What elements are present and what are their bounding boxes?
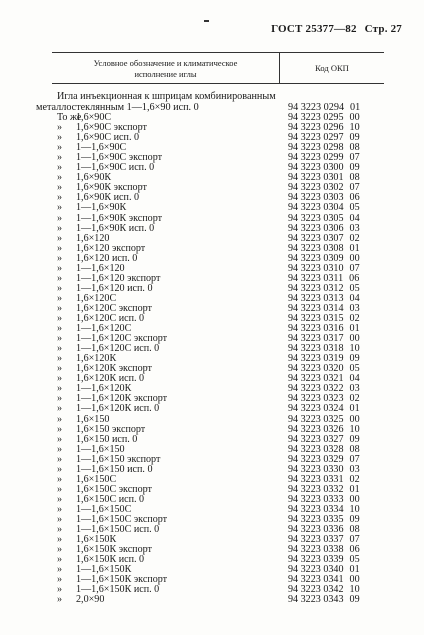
- okp-code-main: 94 3223 0327: [288, 433, 344, 445]
- okp-code-main: 94 3223 0309: [288, 252, 344, 264]
- needle-designation: 1—1,6×150К экспорт: [76, 574, 168, 586]
- table-row: [0, 324, 424, 334]
- okp-code-main: 94 3223 0316: [288, 323, 344, 335]
- needle-designation: 1,6×90С исп. 0: [76, 132, 140, 144]
- table-row: [0, 555, 424, 565]
- needle-designation: 1,6×90К исп. 0: [76, 192, 140, 204]
- table-row: [0, 495, 424, 505]
- ditto-mark: »: [57, 373, 63, 385]
- table-row: [0, 193, 424, 203]
- okp-code-check: 00: [349, 574, 360, 586]
- okp-code-check: 10: [349, 423, 360, 435]
- okp-code-main: 94 3223 0325: [288, 413, 344, 425]
- okp-code-main: 94 3223 0321: [288, 373, 344, 385]
- okp-code-main: 94 3223 0310: [288, 262, 344, 274]
- table-row: [0, 173, 424, 183]
- ditto-mark: »: [57, 302, 63, 314]
- okp-code-check: 09: [349, 433, 360, 445]
- okp-code-main: 94 3223 0328: [288, 443, 344, 455]
- table-row: [0, 203, 424, 213]
- needle-designation: 1,6×120: [76, 232, 110, 244]
- okp-code-main: 94 3223 0315: [288, 313, 344, 324]
- okp-code-main: 94 3223 0334: [288, 503, 344, 515]
- needle-designation: 1—1,6×90С исп. 0: [76, 162, 155, 174]
- okp-code-column-header: Код ОКП: [315, 63, 349, 73]
- okp-code-check: 07: [349, 262, 360, 274]
- needle-designation: 1,6×150С: [76, 473, 117, 485]
- needle-designation: 1,6×120К: [76, 353, 117, 365]
- table-row: [0, 364, 424, 374]
- ditto-mark: »: [57, 182, 63, 194]
- designation-column-header: Условное обозначение и климатическое исполнение иглы: [93, 58, 238, 79]
- table-row: [0, 244, 424, 254]
- ditto-mark: »: [57, 232, 63, 244]
- ditto-mark: »: [57, 122, 63, 134]
- okp-code-check: 07: [349, 182, 360, 194]
- okp-code-check: 09: [349, 132, 360, 144]
- okp-code-main: 94 3223 0340: [288, 564, 344, 576]
- table-row: [0, 374, 424, 384]
- table-row: [0, 344, 424, 354]
- table-row: [0, 565, 424, 575]
- needle-designation: 1—1,6×90К: [76, 202, 127, 214]
- okp-code: [288, 595, 360, 605]
- ditto-mark: »: [57, 242, 63, 254]
- okp-code-main: 94 3223 0335: [288, 514, 344, 525]
- ditto-mark: »: [57, 202, 63, 214]
- needle-designation: 1,6×150К исп. 0: [76, 554, 145, 566]
- okp-code-check: 00: [349, 413, 360, 425]
- page-number: Стр. 27: [364, 23, 402, 35]
- table-row: [0, 425, 424, 435]
- okp-code-check: 02: [349, 473, 360, 485]
- ditto-mark: »: [57, 292, 63, 304]
- needle-designation: 1—1,6×120 экспорт: [76, 272, 161, 284]
- okp-code-main: 94 3223 0314: [288, 302, 344, 314]
- standard-number: ГОСТ 25377—82: [271, 23, 357, 35]
- ditto-mark: »: [57, 524, 63, 536]
- needle-designation: 1—1,6×150С: [76, 503, 132, 515]
- needle-designation: 1—1,6×120С экспорт: [76, 333, 168, 345]
- okp-code-check: 03: [349, 383, 360, 395]
- okp-code-main: 94 3223 0300: [288, 162, 344, 174]
- okp-code-check: 00: [349, 333, 360, 345]
- needle-designation: 1—1,6×150К исп. 0: [76, 584, 160, 596]
- table-row: [0, 435, 424, 445]
- okp-code-check: 08: [349, 172, 360, 184]
- okp-code-check: 09: [349, 162, 360, 174]
- scan-mark: [204, 20, 209, 22]
- needle-designation: 1,6×120К исп. 0: [76, 373, 145, 385]
- table-row: [0, 284, 424, 294]
- okp-code-main: 94 3223 0312: [288, 282, 344, 294]
- table-row: [0, 384, 424, 394]
- okp-code-check: 09: [349, 594, 360, 606]
- needle-designation: 1—1,6×120К: [76, 383, 132, 395]
- needle-designation: 1,6×90К: [76, 172, 112, 184]
- table-row: [0, 304, 424, 314]
- ditto-mark: »: [57, 272, 63, 284]
- okp-code-main: 94 3223 0320: [288, 363, 344, 375]
- okp-code-check: 10: [349, 584, 360, 596]
- okp-code-check: 10: [349, 503, 360, 515]
- needle-designation: 1—1,6×150 экспорт: [76, 453, 161, 465]
- ditto-mark: »: [57, 132, 63, 144]
- okp-code-check: 01: [349, 403, 360, 415]
- needle-designation: 1,6×150С исп. 0: [76, 493, 145, 505]
- ditto-mark: »: [57, 353, 63, 365]
- okp-code-main: 94 3223 0330: [288, 463, 344, 475]
- okp-code-check: 00: [349, 112, 360, 123]
- table-row: [0, 214, 424, 224]
- table-row: [0, 123, 424, 133]
- needle-designation: 1—1,6×90К исп. 0: [76, 222, 155, 234]
- table-row: [0, 515, 424, 525]
- table-row: [0, 334, 424, 344]
- intro-code: 94 3223 0294 01: [288, 101, 361, 113]
- ditto-mark: »: [57, 463, 63, 475]
- table-row: [0, 314, 424, 324]
- okp-code-main: 94 3223 0337: [288, 534, 344, 546]
- table-row: [0, 264, 424, 274]
- needle-designation: 1—1,6×120: [76, 262, 125, 274]
- okp-code-check: 08: [349, 443, 360, 455]
- okp-code-check: 10: [349, 343, 360, 355]
- okp-code-main: 94 3223 0319: [288, 353, 344, 365]
- needle-designation: 1,6×150К экспорт: [76, 544, 152, 556]
- okp-code-main: 94 3223 0305: [288, 212, 344, 224]
- table-row: [0, 294, 424, 304]
- okp-code-check: 09: [349, 353, 360, 365]
- intro-line-2: металлостеклянным 1—1,6×90 исп. 0: [36, 101, 199, 113]
- okp-code-check: 00: [349, 252, 360, 264]
- okp-code-main: 94 3223 0298: [288, 142, 344, 154]
- okp-code-check: 07: [349, 152, 360, 164]
- okp-code-main: 94 3223 0323: [288, 393, 344, 405]
- table-row: [0, 113, 424, 123]
- table-row: [0, 143, 424, 153]
- ditto-mark: »: [57, 534, 63, 546]
- intro-line-1: Игла инъекционная к шприцам комбинированным: [57, 91, 276, 102]
- needle-designation: 1,6×150С экспорт: [76, 483, 152, 495]
- okp-code-main: 94 3223 0297: [288, 132, 344, 144]
- okp-code-main: 94 3223 0299: [288, 152, 344, 164]
- ditto-mark: »: [57, 413, 63, 425]
- okp-code-check: 06: [349, 544, 360, 556]
- ditto-mark: »: [57, 503, 63, 515]
- okp-code-check: 05: [349, 554, 360, 566]
- okp-code-main: 94 3223 0296: [288, 122, 344, 134]
- needle-designation: 1—1,6×120К экспорт: [76, 393, 168, 405]
- needle-designation: 1—1,6×150 исп. 0: [76, 463, 153, 475]
- okp-code-check: 01: [349, 483, 360, 495]
- needle-designation: 1—1,6×120К исп. 0: [76, 403, 160, 415]
- okp-code-main: 94 3223 0307: [288, 232, 344, 244]
- ditto-mark: »: [57, 544, 63, 556]
- okp-code-main: 94 3223 0338: [288, 544, 344, 556]
- okp-code-check: 01: [349, 242, 360, 254]
- needle-designation: 1,6×90С: [76, 112, 112, 123]
- page-header: [271, 23, 402, 35]
- intro-entry: [36, 91, 387, 113]
- needle-designation: 1—1,6×90С экспорт: [76, 152, 163, 164]
- okp-code-main: 94 3223 0304: [288, 202, 344, 214]
- table-row: [0, 595, 424, 605]
- ditto-mark: »: [57, 282, 63, 294]
- okp-code-main: 94 3223 0332: [288, 483, 344, 495]
- okp-code-main: 94 3223 0331: [288, 473, 344, 485]
- okp-code-check: 00: [349, 493, 360, 505]
- ditto-mark: »: [57, 393, 63, 405]
- ditto-mark: »: [57, 584, 63, 596]
- ditto-mark: »: [57, 162, 63, 174]
- ditto-mark: »: [57, 453, 63, 465]
- ditto-mark: »: [57, 212, 63, 224]
- okp-code-main: 94 3223 0324: [288, 403, 344, 415]
- okp-code-check: 06: [349, 192, 360, 204]
- okp-code-main: 94 3223 0308: [288, 242, 344, 254]
- table-row: [0, 415, 424, 425]
- table-row: [0, 505, 424, 515]
- okp-code-check: 07: [349, 453, 360, 465]
- needle-designation: 1—1,6×150С экспорт: [76, 514, 168, 525]
- table-header: [52, 52, 384, 84]
- needle-designation: 1,6×150К: [76, 534, 117, 546]
- ditto-mark: »: [57, 252, 63, 264]
- table-row: [0, 394, 424, 404]
- okp-code-check: 05: [349, 282, 360, 294]
- needle-designation: 1—1,6×150: [76, 443, 125, 455]
- okp-code-main: 94 3223 0341: [288, 574, 344, 586]
- table-row: [0, 133, 424, 143]
- table-row: [0, 445, 424, 455]
- ditto-mark: »: [57, 172, 63, 184]
- needle-designation: 1,6×150 экспорт: [76, 423, 146, 435]
- needle-designation: 1,6×90С экспорт: [76, 122, 147, 134]
- okp-code-main: 94 3223 0311: [288, 272, 344, 284]
- needle-designation: 1,6×120С экспорт: [76, 302, 152, 314]
- table-row: [0, 475, 424, 485]
- needle-designation: 1—1,6×120С исп. 0: [76, 343, 160, 355]
- okp-code-check: 02: [349, 232, 360, 244]
- ditto-mark: »: [57, 383, 63, 395]
- okp-code-main: 94 3223 0322: [288, 383, 344, 395]
- okp-code-check: 05: [349, 363, 360, 375]
- table-row: [0, 465, 424, 475]
- ditto-mark: »: [57, 594, 63, 606]
- table-row: [0, 254, 424, 264]
- needle-designation: 1—1,6×150С исп. 0: [76, 524, 160, 536]
- table-row: [0, 545, 424, 555]
- okp-code-check: 08: [349, 142, 360, 154]
- table-row: [0, 535, 424, 545]
- okp-code-main: 94 3223 0326: [288, 423, 344, 435]
- ditto-mark: »: [57, 142, 63, 154]
- ditto-mark: »: [57, 514, 63, 525]
- ditto-mark: »: [57, 222, 63, 234]
- ditto-mark: »: [57, 343, 63, 355]
- okp-code-check: 01: [349, 323, 360, 335]
- ditto-mark: То же: [57, 112, 82, 123]
- ditto-mark: »: [57, 483, 63, 495]
- table-row: [0, 234, 424, 244]
- ditto-mark: »: [57, 574, 63, 586]
- okp-code-main: 94 3223 0343: [288, 594, 344, 606]
- okp-code-main: 94 3223 0295: [288, 112, 344, 123]
- okp-code-check: 02: [349, 393, 360, 405]
- ditto-mark: »: [57, 192, 63, 204]
- needle-designation: 1,6×120 экспорт: [76, 242, 146, 254]
- ditto-mark: »: [57, 423, 63, 435]
- table-row: [0, 525, 424, 535]
- table-row: [0, 354, 424, 364]
- okp-code-main: 94 3223 0333: [288, 493, 344, 505]
- needle-designation: 1—1,6×90К экспорт: [76, 212, 163, 224]
- okp-code-check: 08: [349, 524, 360, 536]
- ditto-mark: »: [57, 323, 63, 335]
- okp-code-main: 94 3223 0306: [288, 222, 344, 234]
- ditto-mark: »: [57, 403, 63, 415]
- okp-code-main: 94 3223 0313: [288, 292, 344, 304]
- okp-code-check: 04: [349, 292, 360, 304]
- table-row: [0, 485, 424, 495]
- table-row: [0, 404, 424, 414]
- table-row: [0, 585, 424, 595]
- okp-code-main: 94 3223 0303: [288, 192, 344, 204]
- okp-code-main: 94 3223 0317: [288, 333, 344, 345]
- needle-designation: 1—1,6×120 исп. 0: [76, 282, 153, 294]
- needle-designation: 1,6×150: [76, 413, 110, 425]
- okp-code-main: 94 3223 0339: [288, 554, 344, 566]
- okp-code-main: 94 3223 0301: [288, 172, 344, 184]
- needle-designation: 1,6×120С исп. 0: [76, 313, 145, 324]
- needle-designation: 1,6×120С: [76, 292, 117, 304]
- needle-designation: 1,6×120К экспорт: [76, 363, 152, 375]
- ditto-mark: »: [57, 554, 63, 566]
- needle-designation: 1—1,6×120С: [76, 323, 132, 335]
- ditto-mark: »: [57, 443, 63, 455]
- okp-code-check: 01: [349, 564, 360, 576]
- needle-designation: 1—1,6×150К: [76, 564, 132, 576]
- table-row: [0, 183, 424, 193]
- table-row: [0, 163, 424, 173]
- okp-code-main: 94 3223 0329: [288, 453, 344, 465]
- ditto-mark: »: [57, 363, 63, 375]
- okp-code-check: 05: [349, 202, 360, 214]
- needle-designation: 1—1,6×90С: [76, 142, 127, 154]
- okp-code-check: 04: [349, 373, 360, 385]
- needle-designation: 1,6×150 исп. 0: [76, 433, 138, 445]
- okp-code-check: 06: [349, 272, 360, 284]
- okp-code-main: 94 3223 0342: [288, 584, 344, 596]
- needle-designation: 1,6×120 исп. 0: [76, 252, 138, 264]
- okp-code-main: 94 3223 0302: [288, 182, 344, 194]
- needle-designation: 2,0×90: [76, 594, 105, 606]
- ditto-mark: »: [57, 262, 63, 274]
- okp-code-check: 03: [349, 222, 360, 234]
- ditto-mark: »: [57, 433, 63, 445]
- ditto-mark: »: [57, 152, 63, 164]
- okp-code-check: 10: [349, 122, 360, 134]
- table-row: [0, 274, 424, 284]
- ditto-mark: »: [57, 333, 63, 345]
- table-row: [0, 153, 424, 163]
- table-row: [0, 575, 424, 585]
- okp-code-main: 94 3223 0318: [288, 343, 344, 355]
- table-row: [0, 224, 424, 234]
- ditto-mark: »: [57, 473, 63, 485]
- okp-code-check: 04: [349, 212, 360, 224]
- okp-code-check: 03: [349, 463, 360, 475]
- ditto-mark: »: [57, 313, 63, 324]
- okp-code-check: 07: [349, 534, 360, 546]
- okp-code-check: 03: [349, 302, 360, 314]
- ditto-mark: »: [57, 564, 63, 576]
- ditto-mark: »: [57, 493, 63, 505]
- okp-code-main: 94 3223 0336: [288, 524, 344, 536]
- table-row: [0, 455, 424, 465]
- okp-code-check: 09: [349, 514, 360, 525]
- needle-designation: 1,6×90К экспорт: [76, 182, 147, 194]
- okp-code-check: 02: [349, 313, 360, 324]
